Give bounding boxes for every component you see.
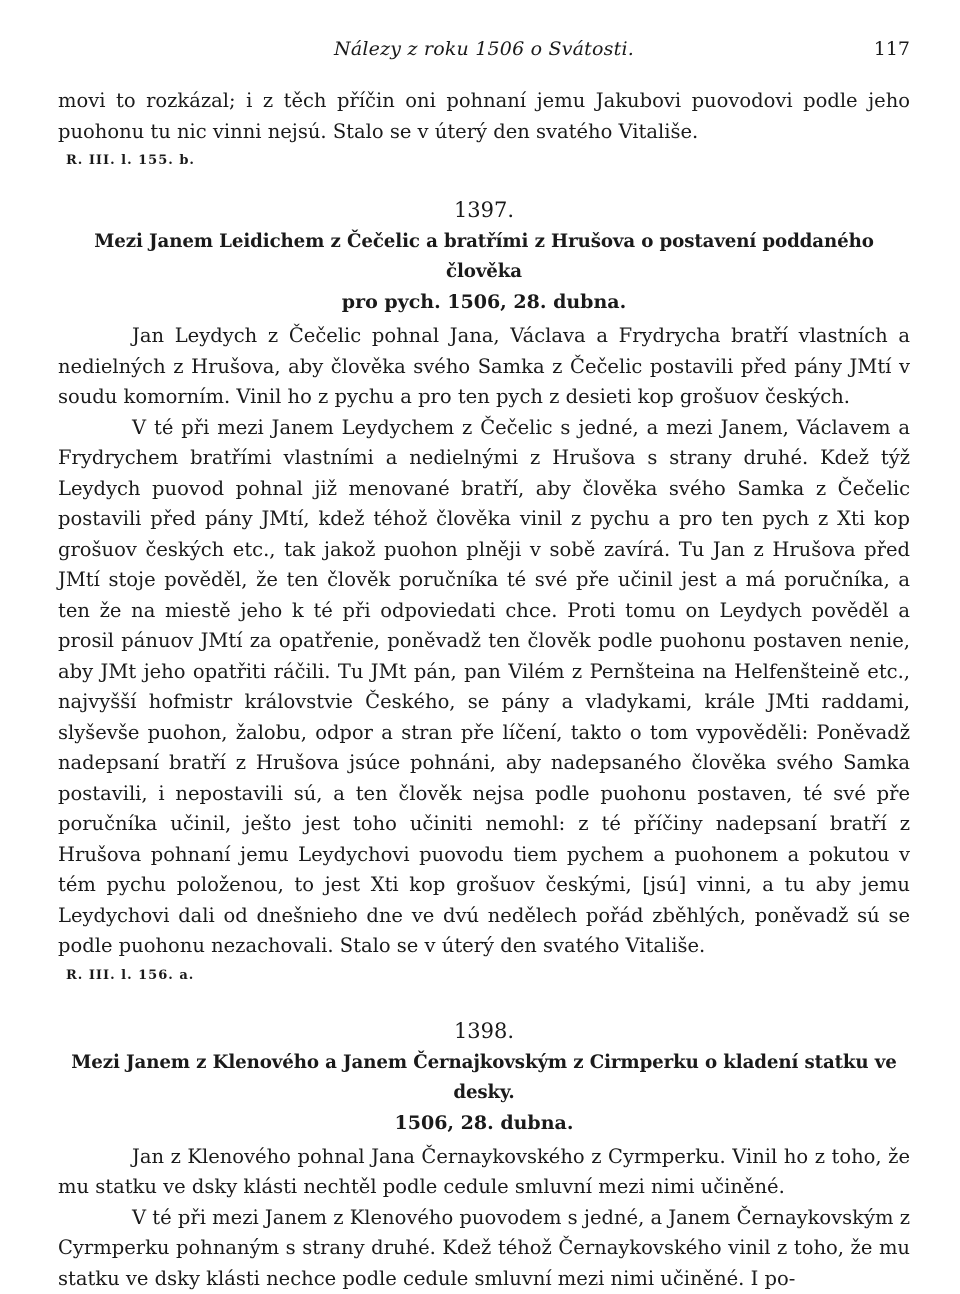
entry-heading-line: Mezi Janem z Klenového a Janem Černajkovským z Cirmperku o kladení statku ve desky. [58, 1048, 910, 1108]
document-page [58, 38, 910, 1294]
entry-number: 1397. [58, 193, 910, 227]
paragraph: V té při mezi Janem z Klenového puovodem s jedné, a Janem Černaykovským z Cyrmperku pohnaným s strany druhé. Kdež téhož Černaykovského vinil z toho, že mu statku ve dsky klásti nechce podle cedule smluvní mezi nimi učiněné. I po- [58, 1203, 910, 1294]
entry-heading-line: Mezi Janem Leidichem z Čečelic a bratřími z Hrušova o postavení poddaného člověka [58, 227, 910, 287]
entry-number: 1398. [58, 1014, 910, 1048]
entry-heading-line: 1506, 28. dubna. [58, 1108, 910, 1138]
running-head-title: Nálezy z roku 1506 o Svátosti. [58, 38, 910, 60]
paragraph: Jan z Klenového pohnal Jana Černaykovského z Cyrmperku. Vinil ho z toho, že mu statku ve dsky klásti nechtěl podle cedule smluvní mezi nimi učiněné. [58, 1142, 910, 1203]
paragraph: Jan Leydych z Čečelic pohnal Jana, Václava a Frydrycha bratří vlastních a nedielných z Hrušova, aby člověka svého Samka z Čečelic postavili před pány JMtí v soudu komorním. Vinil ho z pychu a pro ten pych z desieti kop grošuov českých. [58, 321, 910, 413]
paragraph: V té při mezi Janem Leydychem z Čečelic s jedné, a mezi Janem, Václavem a Frydrychem bratřími vlastními a nedielnými z Hrušova s strany druhé. Kdež týž Leydych puovod pohnal již menované bratří, aby člověka svého Samka z Čečelic postavili před pány JMtí, kdež téhož člověka vinil z pychu a pro ten pych z Xti kop grošuov českých etc., tak jakož puohon plněji v sobě zavírá. Tu Jan z Hrušova před JMtí stoje pověděl, že ten člověk poručníka té své pře učinil jest a má poručníka, a ten že na miestě jeho k té při odpoviedati chce. Proti tomu on Leydych pověděl a prosil pánuov JMtí za opatřenie, poněvadž ten člověk podle puohonu postaven nenie, aby JMt jeho opatřiti ráčili. Tu JMt pán, pan Vilém z Pernšteina na Helfenšteině etc., najvyšší hofmistr královstvie Českého, se pány a vladykami, krále JMti raddami, slyševše puohon, žalobu, odpor a stran pře líčení, takto o tom vypověděli: Poněvadž nadepsaní bratří z Hrušova jsúce pohnáni, aby nadepsaného člověka svého Samka postavili, i nepostavili sú, a ten člověk nejsa podle puohonu postaven, té své pře poručníka učinil, ješto jest toho učiniti nemohl: z té příčiny nadepsaní bratří z Hrušova pohnaní jemu Leydychovi puovodu tiem pychem a puohonem a pokutou v tém pychu položenou, to jest Xti kop grošuov českými, [jsú] vinni, a tu aby jemu Leydychovi dali od dnešnieho dne ve dvú nedělech pořád zběhlých, poněvadž sú se podle puohonu nezachovali. Stalo se v úterý den svatého Vitališe. [58, 413, 910, 962]
archive-reference: R. III. l. 156. a. [66, 964, 910, 994]
entry-heading [58, 227, 910, 317]
running-head [58, 38, 910, 68]
archive-reference: R. III. l. 155. b. [66, 149, 910, 179]
page-number: 117 [874, 38, 910, 60]
continuation-paragraph: movi to rozkázal; i z těch příčin oni pohnaní jemu Jakubovi puovodovi podle jeho puohonu tu nic vinni nejsú. Stalo se v úterý den svatého Vitališe. [58, 86, 910, 147]
entry-heading-line: pro pych. 1506, 28. dubna. [58, 287, 910, 317]
entry-heading [58, 1048, 910, 1138]
